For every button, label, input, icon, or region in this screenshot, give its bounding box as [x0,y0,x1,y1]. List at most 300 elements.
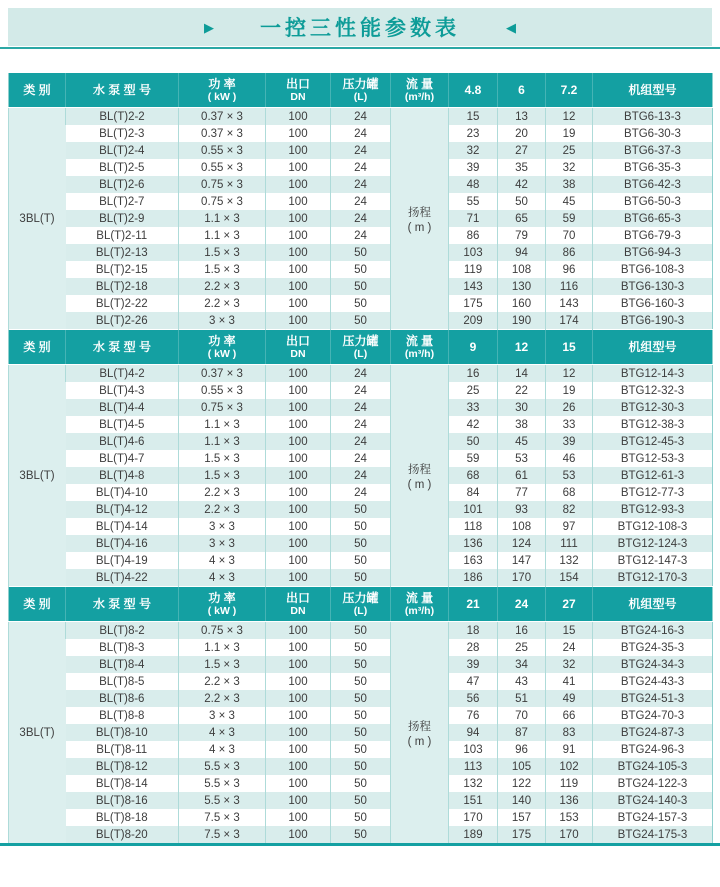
table-row [9,193,713,210]
outlet-dn-cell: 100 [266,450,331,467]
flow-value-cell-1: 33 [449,399,498,416]
unit-model-cell: BTG6-94-3 [593,244,713,261]
head-label-cell-line2: ( m ) [407,478,432,491]
outlet-dn-cell: 100 [266,193,331,210]
table-row [9,639,713,656]
flow-value-cell-3: 83 [546,724,593,741]
col-header-flow-line1: 流 量 [405,76,434,91]
table-row [9,792,713,809]
col-header-flow [391,73,449,108]
pump-model-cell: BL(T)8-12 [66,758,179,775]
flow-value-cell-3: 38 [546,176,593,193]
table-row [9,535,713,552]
flow-value-cell-3: 136 [546,792,593,809]
outlet-dn-cell: 100 [266,244,331,261]
table-row [9,569,713,587]
power-cell: 4 × 3 [179,552,266,569]
unit-model-cell: BTG6-65-3 [593,210,713,227]
outlet-dn-cell: 100 [266,622,331,640]
flow-value-cell-2: 61 [498,467,546,484]
tank-cell: 50 [331,741,391,758]
outlet-dn-cell: 100 [266,501,331,518]
col-header-flow-point-2: 7.2 [546,73,593,108]
head-label-cell-line1: 扬程 [408,463,431,476]
pump-model-cell: BL(T)2-3 [99,127,145,140]
tank-cell: 24 [331,159,391,176]
tank-cell: 24 [331,416,391,433]
unit-model-cell: BTG12-147-3 [593,552,713,569]
outlet-dn-cell: 100 [266,673,331,690]
flow-value-cell-3: 143 [546,295,593,312]
pump-model-cell: BL(T)2-22 [95,297,148,310]
flow-value-cell-1: 71 [449,210,498,227]
col-header-outlet-dn-line2: DN [290,604,306,617]
flow-value-cell-1: 103 [449,741,498,758]
flow-value-cell-1: 101 [449,501,498,518]
flow-value-cell-1: 143 [449,278,498,295]
flow-value-cell-1: 103 [449,244,498,261]
col-header-power-line1: 功 率 [208,590,236,605]
unit-model-cell: BTG12-170-3 [593,569,713,587]
power-cell: 4 × 3 [179,569,266,587]
unit-model-cell: BTG24-122-3 [593,775,713,792]
unit-model-cell: BTG12-53-3 [593,450,713,467]
flow-value-cell-2: 190 [498,312,546,330]
page-title: 一控三性能参数表 [260,17,460,40]
outlet-dn-cell: 100 [266,125,331,142]
col-header-unit-model: 机组型号 [593,73,713,108]
outlet-dn-cell: 100 [266,176,331,193]
table-row [9,125,713,142]
col-header-pump-model: 水 泵 型 号 [66,587,179,622]
head-label-cell-line2: ( m ) [407,735,432,748]
table-row [9,312,713,330]
pump-model-cell: BL(T)4-7 [99,452,145,465]
outlet-dn-cell: 100 [266,792,331,809]
tank-cell: 24 [331,365,391,383]
table-row [9,261,713,278]
flow-value-cell-2: 124 [498,535,546,552]
outlet-dn-cell: 100 [266,775,331,792]
pump-model-cell: BL(T)4-16 [66,535,179,552]
pump-model-cell: BL(T)2-9 [66,210,179,227]
pump-model-cell: BL(T)8-2 [66,622,179,640]
power-cell: 3 × 3 [179,312,266,330]
flow-value-cell-3: 59 [546,210,593,227]
outlet-dn-cell: 100 [266,826,331,843]
flow-value-cell-2: 105 [498,758,546,775]
col-header-tank-line2: (L) [353,347,368,360]
unit-model-cell: BTG24-35-3 [593,639,713,656]
outlet-dn-cell: 100 [266,278,331,295]
pump-model-cell: BL(T)4-4 [66,399,179,416]
flow-value-cell-3: 15 [546,622,593,640]
outlet-dn-cell: 100 [266,758,331,775]
flow-value-cell-1: 94 [449,724,498,741]
flow-value-cell-1: 113 [449,758,498,775]
flow-value-cell-1: 170 [449,809,498,826]
outlet-dn-cell: 100 [266,227,331,244]
power-cell: 5.5 × 3 [179,758,266,775]
tank-cell: 24 [331,193,391,210]
pump-model-cell: BL(T)8-3 [99,641,145,654]
col-header-flow-line1: 流 量 [405,590,434,605]
col-header-category: 类 别 [9,330,66,365]
unit-model-cell: BTG12-61-3 [593,467,713,484]
table-row [9,142,713,159]
flow-value-cell-2: 50 [498,193,546,210]
table-row [9,501,713,518]
section-header-row [9,587,713,622]
power-cell: 2.2 × 3 [179,295,266,312]
tank-cell: 24 [331,125,391,142]
tank-cell: 50 [331,826,391,843]
tank-cell: 24 [331,210,391,227]
col-header-flow [391,587,449,622]
pump-model-cell: BL(T)2-15 [95,263,148,276]
pump-model-cell: BL(T)4-8 [66,467,179,484]
table-row [9,690,713,707]
outlet-dn-cell: 100 [266,741,331,758]
flow-value-cell-3: 66 [546,707,593,724]
flow-value-cell-1: 56 [449,690,498,707]
col-header-pump-model: 水 泵 型 号 [66,73,179,108]
unit-model-cell: BTG12-30-3 [593,399,713,416]
table-row [9,758,713,775]
col-header-unit-model: 机组型号 [593,587,713,622]
head-label-cell-line1: 扬程 [408,720,431,733]
unit-model-cell: BTG6-160-3 [593,295,713,312]
tank-cell: 24 [331,108,391,126]
pump-model-cell: BL(T)8-5 [99,675,145,688]
flow-value-cell-2: 160 [498,295,546,312]
power-cell: 0.37 × 3 [179,108,266,126]
tank-cell: 50 [331,535,391,552]
flow-value-cell-2: 65 [498,210,546,227]
flow-value-cell-1: 136 [449,535,498,552]
spacer [0,49,720,72]
power-cell: 7.5 × 3 [179,809,266,826]
flow-value-cell-2: 14 [498,365,546,383]
outlet-dn-cell: 100 [266,690,331,707]
outlet-dn-cell: 100 [266,433,331,450]
flow-value-cell-3: 111 [546,535,593,552]
tank-cell: 50 [331,244,391,261]
power-cell: 1.1 × 3 [179,639,266,656]
flow-value-cell-3: 32 [546,656,593,673]
power-cell: 2.2 × 3 [179,484,266,501]
flow-value-cell-1: 86 [449,227,498,244]
table-row [9,673,713,690]
power-cell: 1.1 × 3 [179,210,266,227]
tank-cell: 50 [331,707,391,724]
tank-cell: 24 [331,484,391,501]
flow-value-cell-3: 154 [546,569,593,587]
outlet-dn-cell: 100 [266,261,331,278]
flow-value-cell-3: 12 [546,108,593,126]
flow-value-cell-2: 45 [498,433,546,450]
flow-value-cell-1: 175 [449,295,498,312]
table-row [9,484,713,501]
power-cell: 1.5 × 3 [179,244,266,261]
tank-cell: 24 [331,382,391,399]
flow-value-cell-2: 42 [498,176,546,193]
head-label-cell [391,365,449,587]
outlet-dn-cell: 100 [266,312,331,330]
col-header-tank-line1: 压力罐 [342,590,379,605]
tank-cell: 24 [331,433,391,450]
col-header-outlet-dn [266,73,331,108]
pump-model-cell: BL(T)2-11 [96,229,148,242]
section-header-row [9,330,713,365]
col-header-flow-point-0: 21 [449,587,498,622]
col-header-power [179,73,266,108]
flow-value-cell-1: 132 [449,775,498,792]
right-pointing-triangle-icon: ▶ [204,19,214,35]
flow-value-cell-2: 157 [498,809,546,826]
flow-value-cell-2: 175 [498,826,546,843]
flow-value-cell-1: 48 [449,176,498,193]
power-cell: 5.5 × 3 [179,792,266,809]
power-cell: 0.75 × 3 [179,176,266,193]
pump-model-cell: BL(T)8-10 [66,724,179,741]
col-header-tank-line2: (L) [353,604,368,617]
flow-value-cell-1: 39 [449,159,498,176]
table-row [9,775,713,792]
flow-value-cell-2: 34 [498,656,546,673]
flow-value-cell-1: 118 [449,518,498,535]
flow-value-cell-1: 32 [449,142,498,159]
pump-model-cell: BL(T)8-14 [95,777,148,790]
col-header-category: 类 别 [9,73,66,108]
pump-model-cell: BL(T)2-4 [66,142,179,159]
power-cell: 0.37 × 3 [179,125,266,142]
tank-cell: 50 [331,673,391,690]
col-header-power [179,330,266,365]
flow-value-cell-2: 20 [498,125,546,142]
col-header-flow-point-0: 4.8 [449,73,498,108]
table-row [9,450,713,467]
col-header-power-line2: ( kW ) [207,604,237,617]
unit-model-cell: BTG24-140-3 [593,792,713,809]
tank-cell: 50 [331,656,391,673]
flow-value-cell-3: 96 [546,261,593,278]
unit-model-cell: BTG12-108-3 [593,518,713,535]
pump-model-cell: BL(T)4-3 [99,384,145,397]
flow-value-cell-3: 53 [546,467,593,484]
flow-value-cell-2: 43 [498,673,546,690]
pump-model-cell: BL(T)4-14 [95,520,148,533]
tank-cell: 50 [331,758,391,775]
tank-cell: 50 [331,295,391,312]
flow-value-cell-1: 189 [449,826,498,843]
flow-value-cell-2: 140 [498,792,546,809]
outlet-dn-cell: 100 [266,809,331,826]
table-row [9,278,713,295]
flow-value-cell-3: 119 [546,775,593,792]
table-row [9,295,713,312]
outlet-dn-cell: 100 [266,416,331,433]
flow-value-cell-2: 108 [498,261,546,278]
power-cell: 2.2 × 3 [179,278,266,295]
flow-value-cell-1: 209 [449,312,498,330]
power-cell: 0.75 × 3 [179,399,266,416]
unit-model-cell: BTG6-79-3 [593,227,713,244]
table-row [9,467,713,484]
tank-cell: 24 [331,399,391,416]
col-header-outlet-dn-line1: 出口 [285,333,310,348]
power-cell: 1.1 × 3 [179,416,266,433]
power-cell: 3 × 3 [179,707,266,724]
table-row [9,433,713,450]
col-header-flow-point-1: 12 [498,330,546,365]
col-header-tank-line1: 压力罐 [342,333,379,348]
tank-cell: 50 [331,792,391,809]
outlet-dn-cell: 100 [266,656,331,673]
category-cell: 3BL(T) [9,365,66,587]
flow-value-cell-3: 12 [546,365,593,383]
flow-value-cell-1: 68 [449,467,498,484]
power-cell: 2.2 × 3 [179,501,266,518]
outlet-dn-cell: 100 [266,399,331,416]
col-header-tank [331,330,391,365]
power-cell: 0.75 × 3 [179,193,266,210]
col-header-tank [331,587,391,622]
flow-value-cell-2: 96 [498,741,546,758]
col-header-power-line1: 功 率 [208,333,236,348]
outlet-dn-cell: 100 [266,365,331,383]
col-header-power [179,587,266,622]
flow-value-cell-3: 91 [546,741,593,758]
unit-model-cell: BTG6-13-3 [593,108,713,126]
flow-value-cell-1: 16 [449,365,498,383]
table-row [9,416,713,433]
table-row [9,244,713,261]
power-cell: 3 × 3 [179,535,266,552]
col-header-outlet-dn-line1: 出口 [285,76,310,91]
table-row [9,741,713,758]
outlet-dn-cell: 100 [266,108,331,126]
col-header-flow [391,330,449,365]
unit-model-cell: BTG6-190-3 [593,312,713,330]
unit-model-cell: BTG12-32-3 [593,382,713,399]
flow-value-cell-3: 46 [546,450,593,467]
outlet-dn-cell: 100 [266,639,331,656]
pump-parameters-table [8,72,713,843]
col-header-category: 类 别 [9,587,66,622]
unit-model-cell: BTG6-35-3 [593,159,713,176]
flow-value-cell-1: 119 [449,261,498,278]
flow-value-cell-1: 42 [449,416,498,433]
power-cell: 1.1 × 3 [179,433,266,450]
flow-value-cell-2: 35 [498,159,546,176]
flow-value-cell-3: 68 [546,484,593,501]
tank-cell: 50 [331,278,391,295]
flow-value-cell-2: 22 [498,382,546,399]
unit-model-cell: BTG24-34-3 [593,656,713,673]
head-label-cell-line2: ( m ) [407,221,432,234]
col-header-outlet-dn-line2: DN [290,90,306,103]
outlet-dn-cell: 100 [266,382,331,399]
pump-model-cell: BL(T)8-8 [99,709,145,722]
power-cell: 0.75 × 3 [179,622,266,640]
power-cell: 7.5 × 3 [179,826,266,843]
outlet-dn-cell: 100 [266,295,331,312]
col-header-flow-line2: (m³/h) [404,604,435,617]
flow-value-cell-3: 33 [546,416,593,433]
col-header-outlet-dn [266,587,331,622]
col-header-flow-point-1: 24 [498,587,546,622]
flow-value-cell-3: 39 [546,433,593,450]
category-cell: 3BL(T) [9,622,66,844]
col-header-tank [331,73,391,108]
flow-value-cell-3: 170 [546,826,593,843]
flow-value-cell-3: 116 [546,278,593,295]
table-row [9,724,713,741]
unit-model-cell: BTG12-45-3 [593,433,713,450]
power-cell: 4 × 3 [179,741,266,758]
tank-cell: 50 [331,639,391,656]
flow-value-cell-3: 45 [546,193,593,210]
flow-value-cell-2: 130 [498,278,546,295]
table-row [9,707,713,724]
pump-model-cell: BL(T)2-6 [66,176,179,193]
flow-value-cell-3: 19 [546,125,593,142]
unit-model-cell: BTG12-77-3 [593,484,713,501]
table-row [9,227,713,244]
unit-model-cell: BTG6-130-3 [593,278,713,295]
col-header-flow-point-2: 27 [546,587,593,622]
flow-value-cell-1: 25 [449,382,498,399]
flow-value-cell-1: 15 [449,108,498,126]
power-cell: 1.5 × 3 [179,450,266,467]
flow-value-cell-2: 79 [498,227,546,244]
tank-cell: 50 [331,501,391,518]
col-header-tank-line2: (L) [353,90,368,103]
pump-model-cell: BL(T)4-19 [95,554,148,567]
pump-model-cell: BL(T)2-26 [66,312,179,330]
flow-value-cell-1: 39 [449,656,498,673]
tank-cell: 50 [331,261,391,278]
pump-model-cell: BL(T)8-16 [66,792,179,809]
tank-cell: 50 [331,569,391,587]
pump-model-cell: BL(T)2-13 [66,244,179,261]
power-cell: 2.2 × 3 [179,690,266,707]
outlet-dn-cell: 100 [266,159,331,176]
unit-model-cell: BTG6-37-3 [593,142,713,159]
tank-cell: 50 [331,724,391,741]
unit-model-cell: BTG12-93-3 [593,501,713,518]
table-row [9,656,713,673]
bottom-divider [0,843,720,846]
tank-cell: 50 [331,622,391,640]
tank-cell: 50 [331,775,391,792]
power-cell: 0.55 × 3 [179,382,266,399]
pump-model-cell: BL(T)8-18 [95,811,148,824]
flow-value-cell-1: 151 [449,792,498,809]
col-header-outlet-dn-line1: 出口 [285,590,310,605]
table-row [9,210,713,227]
table-row [9,809,713,826]
flow-value-cell-3: 25 [546,142,593,159]
flow-value-cell-2: 30 [498,399,546,416]
unit-model-cell: BTG24-51-3 [593,690,713,707]
tank-cell: 50 [331,312,391,330]
head-label-cell [391,622,449,844]
power-cell: 0.55 × 3 [179,142,266,159]
pump-model-cell: BL(T)8-4 [66,656,179,673]
outlet-dn-cell: 100 [266,518,331,535]
